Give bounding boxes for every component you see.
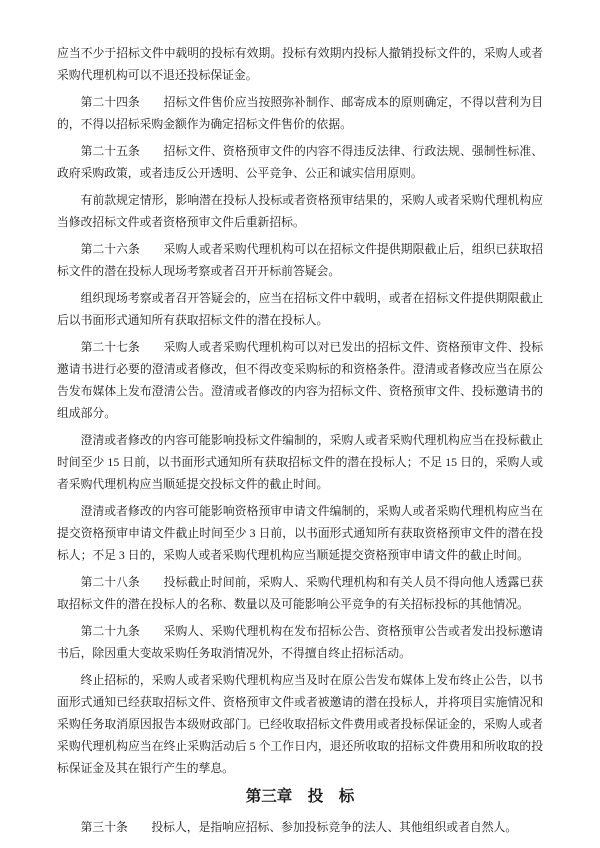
chapter-3-heading: 第三章 投 标	[245, 788, 355, 805]
article-25-paragraph: 第二十五条 招标文件、资格预审文件的内容不得违反法律、行政法规、强制性标准、政府采购政策，或者违反公开透明、公平竞争、公正和诚实信用原则。	[57, 144, 543, 180]
article-27-paragraph: 第二十七条 采购人或者采购代理机构可以对已发出的招标文件、资格预审文件、投标邀请书进行必要的澄清或者修改，但不得改变采购标的和资格条件。澄清或者修改应当在原公告发布媒体上发布澄清公告。澄清或者修改的内容为招标文件、资格预审文件、投标邀请书的组成部分。	[57, 340, 543, 420]
article-29-clause-2-paragraph: 终止招标的，采购人或者采购代理机构应当及时在原公告发布媒体上发布终止公告，以书面形式通知已经获取招标文件、资格预审文件或者被邀请的潜在投标人，并将项目实施情况和采购任务取消原因报告本级财政部门。已经收取招标文件费用或者投标保证金的，采购人或者采购代理机构应当在终止采购活动后 5 个工作日内，退还所收取的招标文件费用和所收取的投标保证金及其在银行产生的孳息。	[57, 673, 543, 775]
article-28-paragraph: 第二十八条 投标截止时间前，采购人、采购代理机构和有关人员不得向他人透露已获取招标文件的潜在投标人的名称、数量以及可能影响公平竞争的有关招标投标的其他情况。	[57, 575, 543, 611]
paragraph-continuation: 应当不少于招标文件中载明的投标有效期。投标有效期内投标人撤销投标文件的，采购人或者采购代理机构可以不退还投标保证金。	[57, 46, 543, 82]
article-25-clause-2-paragraph: 有前款规定情形，影响潜在投标人投标或者资格预审结果的，采购人或者采购代理机构应当修改招标文件或者资格预审文件后重新招标。	[57, 193, 543, 229]
article-26-paragraph: 第二十六条 采购人或者采购代理机构可以在招标文件提供期限截止后，组织已获取招标文件的潜在投标人现场考察或者召开开标前答疑会。	[57, 242, 543, 278]
article-24-paragraph: 第二十四条 招标文件售价应当按照弥补制作、邮寄成本的原则确定，不得以营利为目的，不得以招标采购金额作为确定招标文件售价的依据。	[57, 95, 543, 131]
article-27-clause-3-paragraph: 澄清或者修改的内容可能影响资格预审申请文件编制的，采购人或者采购代理机构应当在提交资格预审申请文件截止时间至少 3 日前，以书面形式通知所有获取资格预审文件的潜在投标人；不足 3 日的，采购人或者采购代理机构应当顺延提交资格预审申请文件的截止时间。	[57, 504, 543, 562]
article-26-clause-2-paragraph: 组织现场考察或者召开答疑会的，应当在招标文件中载明，或者在招标文件提供期限截止后以书面形式通知所有获取招标文件的潜在投标人。	[57, 291, 543, 327]
article-27-clause-2-paragraph: 澄清或者修改的内容可能影响投标文件编制的，采购人或者采购代理机构应当在投标截止时间至少 15 日前，以书面形式通知所有获取招标文件的潜在投标人；不足 15 日的，采购人或者采购代理机构应当顺延提交投标文件的截止时间。	[57, 433, 543, 491]
article-30-paragraph: 第三十条 投标人，是指响应招标、参加投标竞争的法人、其他组织或者自然人。	[80, 820, 518, 834]
article-29-paragraph: 第二十九条 采购人、采购代理机构在发布招标公告、资格预审公告或者发出投标邀请书后，除因重大变故采购任务取消情况外，不得擅自终止招标活动。	[57, 624, 543, 660]
